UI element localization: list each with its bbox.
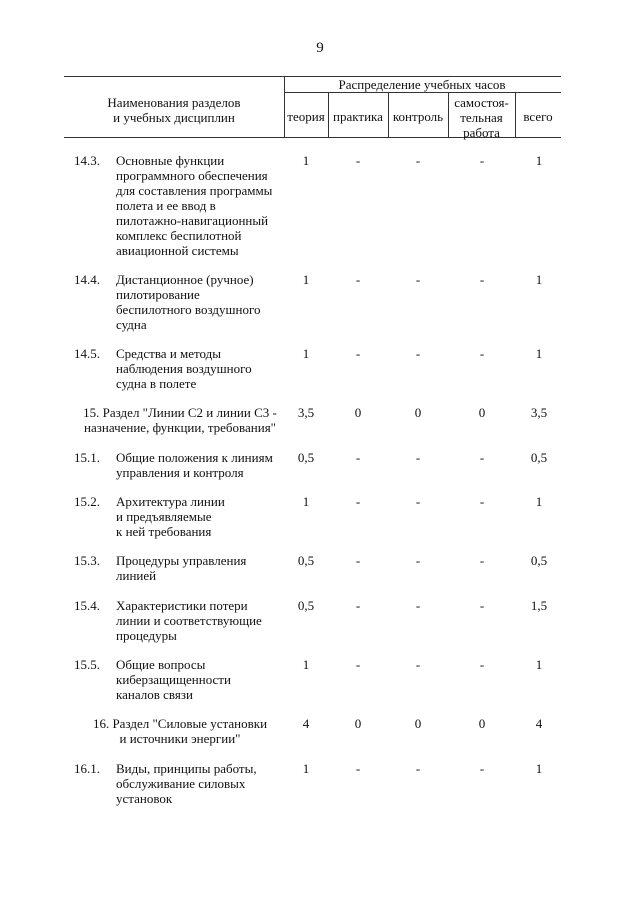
- cell-control: -: [415, 598, 421, 613]
- cell-self-study: 0: [478, 405, 486, 420]
- row-title: Общие положения к линиям управления и контроля: [116, 450, 273, 480]
- cell-self-study: -: [479, 494, 485, 509]
- header-practice: практика: [333, 109, 383, 124]
- cell-theory: 1: [302, 346, 310, 361]
- cell-theory: 3,5: [297, 405, 315, 420]
- header-self-line3: работа: [463, 125, 500, 140]
- row-number: 15.5.: [74, 657, 100, 672]
- cell-total: 1: [535, 494, 543, 509]
- cell-control: 0: [414, 716, 422, 731]
- cell-total: 1: [535, 272, 543, 287]
- cell-total: 0,5: [530, 450, 548, 465]
- cell-practice: -: [355, 761, 361, 776]
- cell-control: -: [415, 272, 421, 287]
- row-number: 15.1.: [74, 450, 100, 465]
- cell-practice: -: [355, 153, 361, 168]
- cell-total: 1: [535, 657, 543, 672]
- cell-practice: -: [355, 450, 361, 465]
- row-number: 16.1.: [74, 761, 100, 776]
- cell-practice: -: [355, 346, 361, 361]
- cell-practice: 0: [354, 716, 362, 731]
- cell-control: -: [415, 450, 421, 465]
- cell-control: 0: [414, 405, 422, 420]
- cell-total: 3,5: [530, 405, 548, 420]
- header-total: всего: [523, 109, 553, 124]
- cell-total: 1,5: [530, 598, 548, 613]
- section-title: 15. Раздел "Линии С2 и линии С3 - назначение, функции, требования": [83, 405, 277, 435]
- row-title: Архитектура линии и предъявляемые к ней требования: [116, 494, 225, 539]
- cell-theory: 0,5: [297, 553, 315, 568]
- cell-practice: -: [355, 494, 361, 509]
- section-title: 16. Раздел "Силовые установки и источники энергии": [92, 716, 268, 746]
- header-self-line2: тельная: [460, 110, 503, 125]
- row-number: 14.4.: [74, 272, 100, 287]
- row-title: Общие вопросы киберзащищенности каналов связи: [116, 657, 231, 702]
- cell-practice: -: [355, 553, 361, 568]
- cell-self-study: -: [479, 761, 485, 776]
- cell-practice: -: [355, 657, 361, 672]
- row-number: 15.3.: [74, 553, 100, 568]
- cell-control: -: [415, 553, 421, 568]
- cell-self-study: -: [479, 598, 485, 613]
- cell-theory: 4: [302, 716, 310, 731]
- cell-practice: 0: [354, 405, 362, 420]
- row-title: Дистанционное (ручное) пилотирование беспилотного воздушного судна: [116, 272, 261, 332]
- cell-theory: 0,5: [297, 450, 315, 465]
- cell-total: 4: [535, 716, 543, 731]
- header-names-column: Наименования разделов и учебных дисциплин: [107, 95, 241, 125]
- row-number: 14.3.: [74, 153, 100, 168]
- cell-control: -: [415, 657, 421, 672]
- cell-theory: 1: [302, 153, 310, 168]
- row-title: Характеристики потери линии и соответствующие процедуры: [116, 598, 262, 643]
- cell-control: -: [415, 153, 421, 168]
- cell-self-study: -: [479, 553, 485, 568]
- cell-theory: 0,5: [297, 598, 315, 613]
- header-distribution: Распределение учебных часов: [338, 77, 506, 92]
- row-number: 14.5.: [74, 346, 100, 361]
- cell-theory: 1: [302, 761, 310, 776]
- cell-self-study: -: [479, 346, 485, 361]
- cell-self-study: -: [479, 450, 485, 465]
- row-title: Основные функции программного обеспечения для составления программы полета и ее ввод в пилотажно-навигационный комплекс беспилотной авиационной системы: [116, 153, 273, 258]
- cell-self-study: -: [479, 657, 485, 672]
- header-self-line1: самостоя-: [454, 95, 509, 110]
- cell-total: 1: [535, 761, 543, 776]
- cell-control: -: [415, 761, 421, 776]
- cell-total: 1: [535, 346, 543, 361]
- cell-practice: -: [355, 598, 361, 613]
- cell-control: -: [415, 494, 421, 509]
- row-title: Средства и методы наблюдения воздушного судна в полете: [116, 346, 252, 391]
- row-title: Виды, принципы работы, обслуживание силовых установок: [116, 761, 257, 806]
- cell-control: -: [415, 346, 421, 361]
- cell-self-study: -: [479, 272, 485, 287]
- row-number: 15.2.: [74, 494, 100, 509]
- cell-total: 1: [535, 153, 543, 168]
- page-number: 9: [316, 40, 324, 56]
- header-control: контроль: [392, 109, 444, 124]
- cell-theory: 1: [302, 657, 310, 672]
- cell-total: 0,5: [530, 553, 548, 568]
- cell-theory: 1: [302, 272, 310, 287]
- cell-self-study: 0: [478, 716, 486, 731]
- row-number: 15.4.: [74, 598, 100, 613]
- row-title: Процедуры управления линией: [116, 553, 247, 583]
- cell-self-study: -: [479, 153, 485, 168]
- header-theory: теория: [287, 109, 325, 124]
- cell-practice: -: [355, 272, 361, 287]
- cell-theory: 1: [302, 494, 310, 509]
